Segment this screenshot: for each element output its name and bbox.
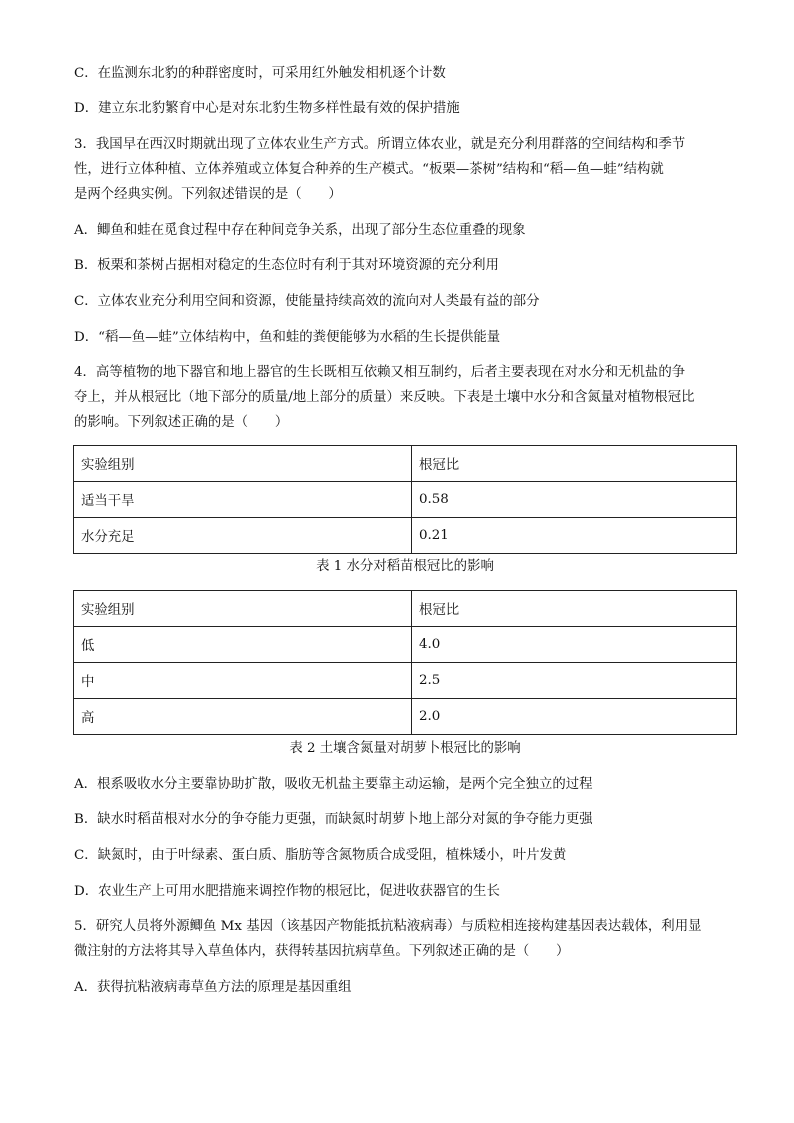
q5-stem-line-2: 微注射的方法将其导入草鱼体内，获得转基因抗病草鱼。下列叙述正确的是（ ） — [74, 944, 570, 959]
q3-option-a: A．鲫鱼和蛙在觅食过程中存在种间竞争关系，出现了部分生态位重叠的现象 — [74, 223, 526, 238]
q5-option-a: A．获得抗粘液病毒草鱼方法的原理是基因重组 — [74, 980, 352, 995]
table-row — [74, 699, 737, 735]
table-2-header-row — [74, 591, 737, 627]
q4-option-d: D．农业生产上可用水肥措施来调控作物的根冠比，促进收获器官的生长 — [74, 884, 500, 899]
table-2-caption: 表 2 土壤含氮量对胡萝卜根冠比的影响 — [289, 741, 521, 756]
table-row — [74, 663, 737, 699]
table-cell: 低 — [74, 627, 412, 663]
q3-option-b: B．板栗和茶树占据相对稳定的生态位时有利于其对环境资源的充分利用 — [74, 258, 499, 273]
table-2-header-group: 实验组别 — [74, 591, 412, 627]
table-1-header-ratio: 根冠比 — [412, 446, 737, 482]
table-cell: 适当干旱 — [74, 482, 412, 518]
q3-stem-line-2: 性，进行立体种植、立体养殖或立体复合种养的生产模式。“板栗—茶树”结构和“稻—鱼—蛙”结构就 — [74, 162, 664, 177]
table-1-caption: 表 1 水分对稻苗根冠比的影响 — [316, 559, 494, 574]
table-cell: 4.0 — [412, 627, 737, 663]
table-2-nitrogen — [73, 590, 737, 735]
table-1-header-group: 实验组别 — [74, 446, 412, 482]
table-cell: 中 — [74, 663, 412, 699]
table-cell: 2.5 — [412, 663, 737, 699]
q2-option-c: C．在监测东北豹的种群密度时，可采用红外触发相机逐个计数 — [74, 66, 446, 81]
table-1-header-row — [74, 446, 737, 482]
table-row — [74, 627, 737, 663]
q3-stem-line-1: 3．我国早在西汉时期就出现了立体农业生产方式。所谓立体农业，就是充分利用群落的空间结构和季节 — [74, 137, 686, 152]
table-cell: 0.21 — [412, 518, 737, 554]
q4-option-b: B．缺水时稻苗根对水分的争夺能力更强，而缺氮时胡萝卜地上部分对氮的争夺能力更强 — [74, 812, 593, 827]
q2-option-d: D．建立东北豹繁育中心是对东北豹生物多样性最有效的保护措施 — [74, 101, 460, 116]
q4-stem-line-3: 的影响。下列叙述正确的是（ ） — [74, 415, 289, 430]
table-cell: 2.0 — [412, 699, 737, 735]
table-cell: 水分充足 — [74, 518, 412, 554]
q5-stem-line-1: 5．研究人员将外源鲫鱼 Mx 基因（该基因产物能抵抗粘液病毒）与质粒相连接构建基因表达载体，利用显 — [74, 919, 702, 934]
table-2-header-ratio: 根冠比 — [412, 591, 737, 627]
q4-stem-line-2: 夺上，并从根冠比（地下部分的质量/地上部分的质量）来反映。下表是土壤中水分和含氮量对植物根冠比 — [74, 390, 695, 405]
table-row — [74, 482, 737, 518]
q4-option-a: A．根系吸收水分主要靠协助扩散，吸收无机盐主要靠主动运输，是两个完全独立的过程 — [74, 777, 593, 792]
table-row — [74, 518, 737, 554]
q3-option-c: C．立体农业充分利用空间和资源，使能量持续高效的流向对人类最有益的部分 — [74, 294, 540, 309]
q4-stem-line-1: 4．高等植物的地下器官和地上器官的生长既相互依赖又相互制约，后者主要表现在对水分和无机盐的争 — [74, 365, 686, 380]
table-cell: 0.58 — [412, 482, 737, 518]
q3-stem-line-3: 是两个经典实例。下列叙述错误的是（ ） — [74, 187, 342, 202]
table-cell: 高 — [74, 699, 412, 735]
q4-option-c: C．缺氮时，由于叶绿素、蛋白质、脂肪等含氮物质合成受阻，植株矮小，叶片发黄 — [74, 848, 567, 863]
table-1-water — [73, 445, 737, 554]
q3-option-d: D．“稻—鱼—蛙”立体结构中，鱼和蛙的粪便能够为水稻的生长提供能量 — [74, 330, 501, 345]
